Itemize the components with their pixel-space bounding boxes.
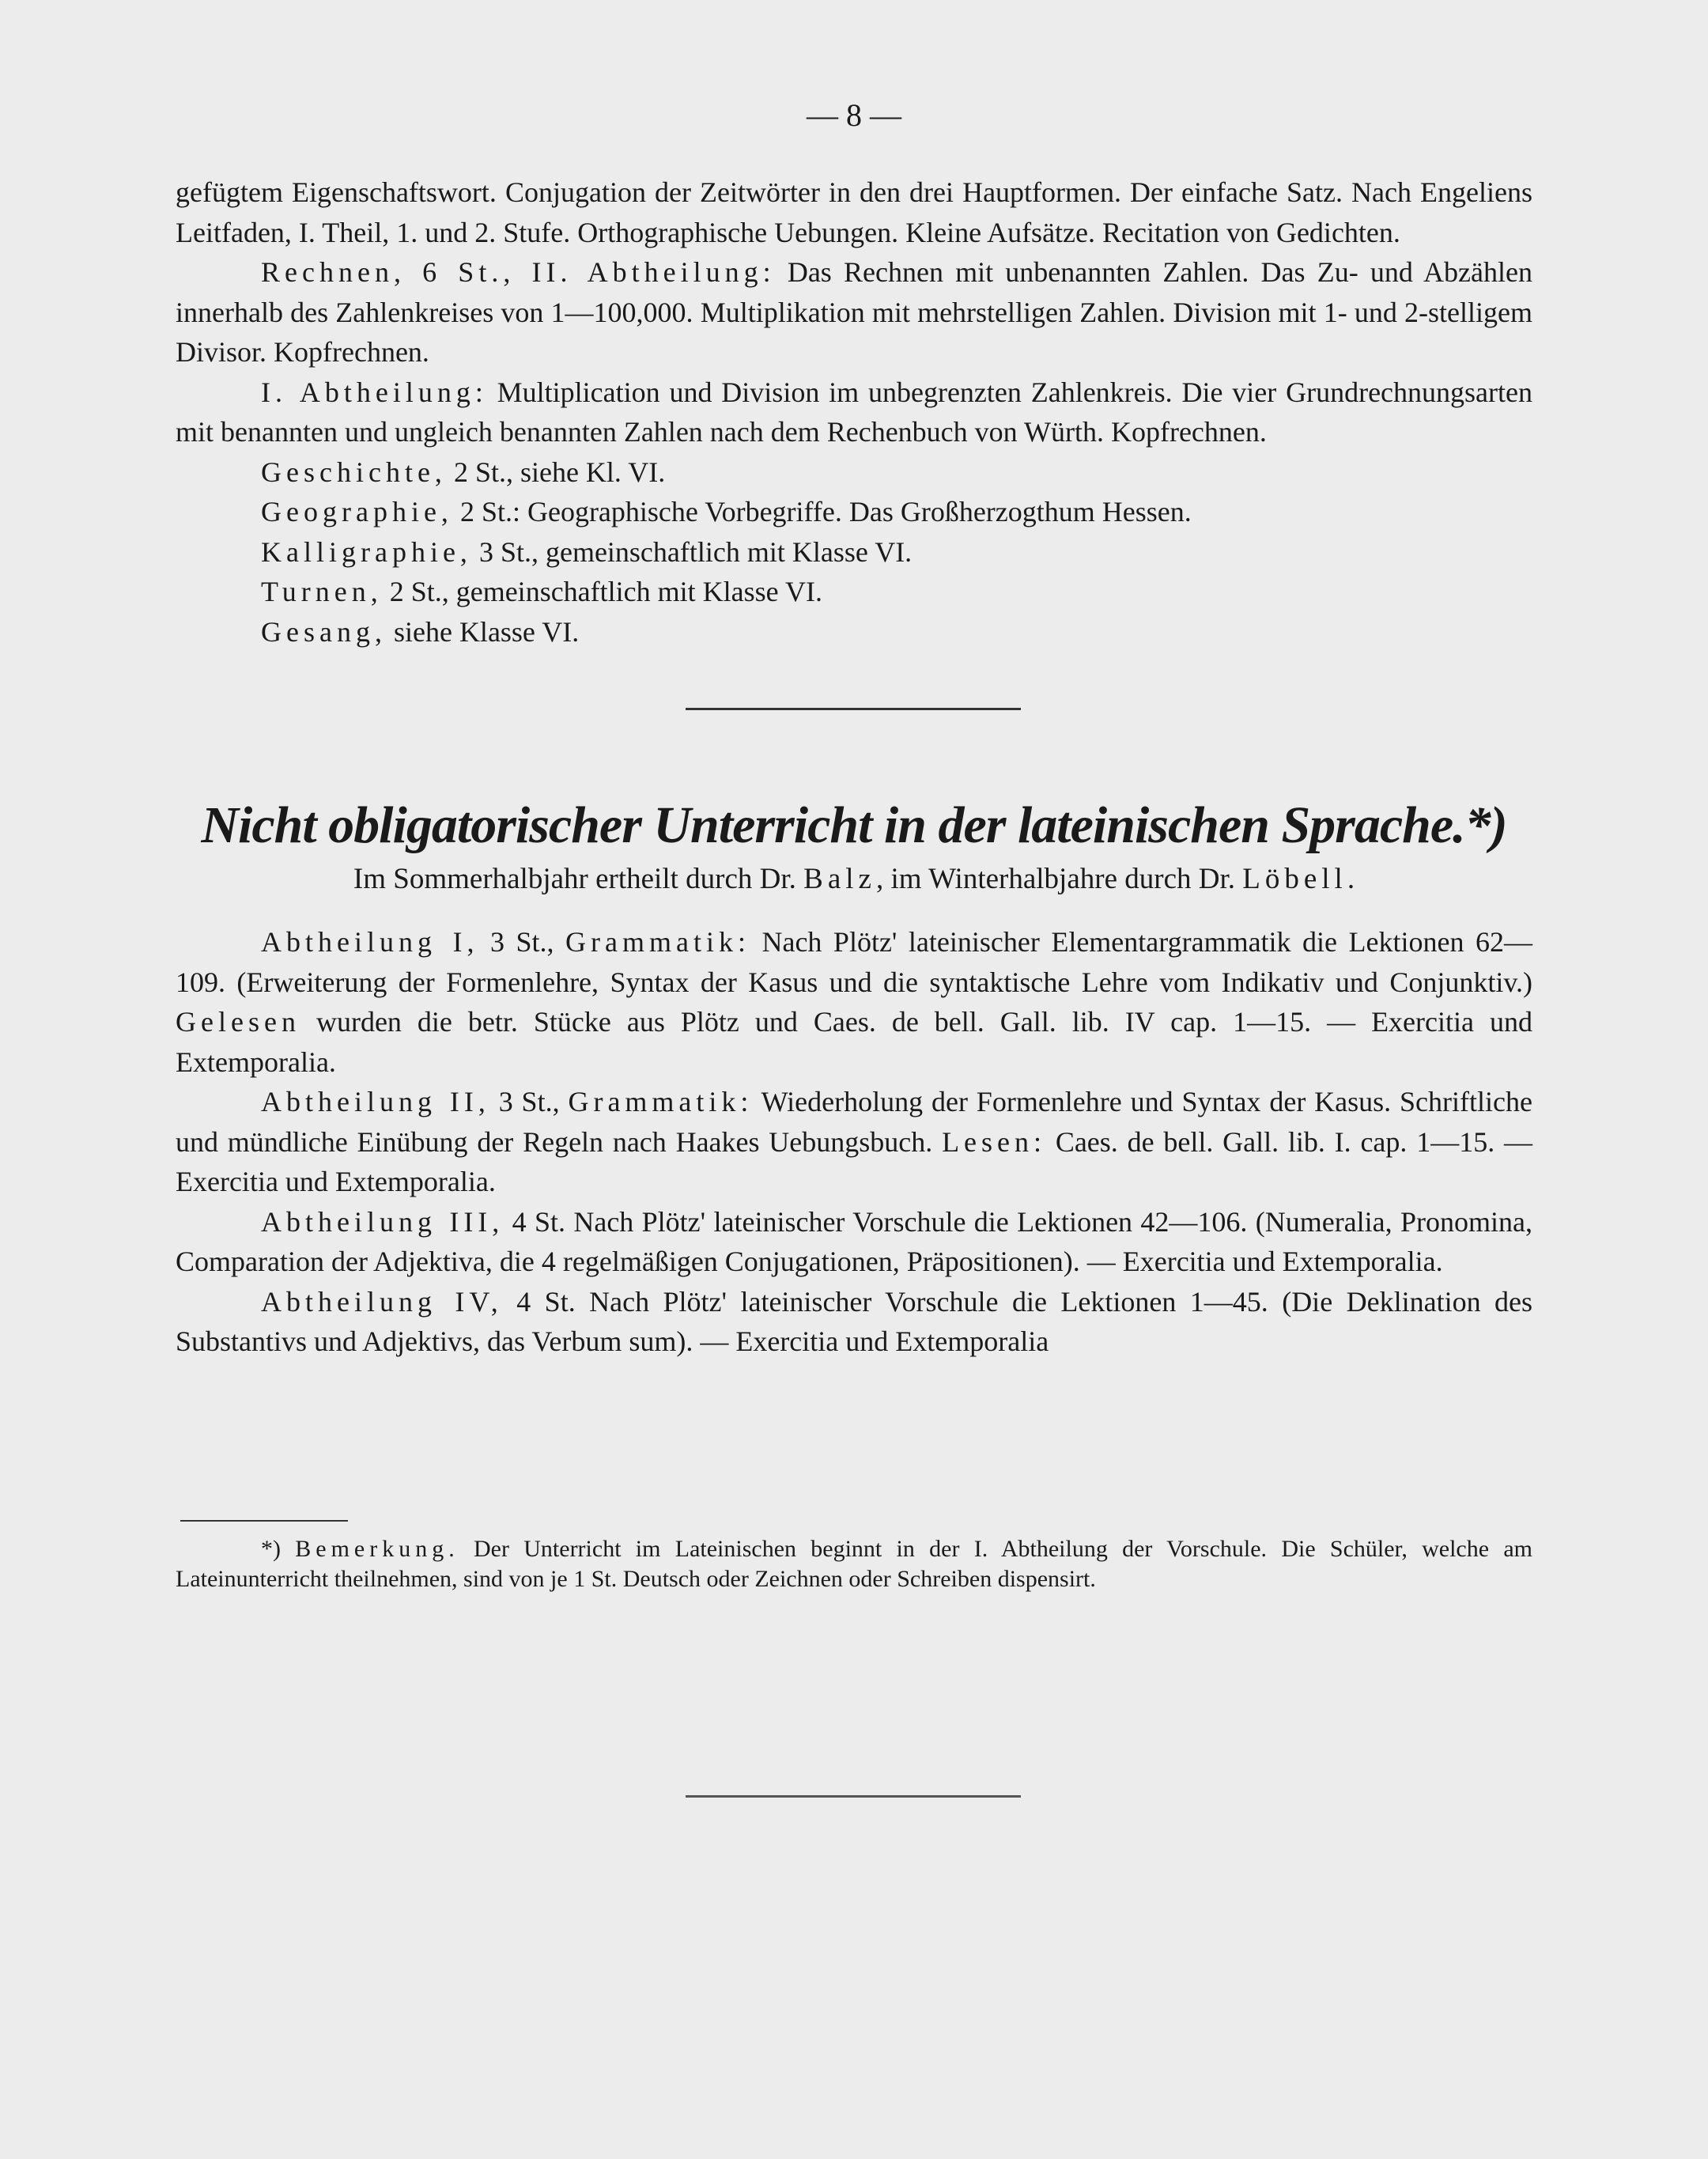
- subject-label: Rechnen, 6 St., II. Abtheilung:: [261, 256, 776, 288]
- paragraph-german: gefügtem Eigenschaftswort. Conjugation der Zeitwörter in den drei Hauptformen. Der einfache Satz. Nach Engeliens Leitfaden, I. Theil, 1. und 2. Stufe. Orthographische Uebungen. Kleine Aufsätze. Recitation von Gedichten.: [176, 176, 1532, 248]
- paragraph-geschichte: [176, 452, 1532, 493]
- paragraph-text: 4 St. Nach Plötz' lateinischer Vorschule die Lektionen 42—106. (Numeralia, Pronomina, Comparation der Adjektiva, die 4 regelmäßigen Conjugationen, Präpositionen). — Exercitia und Extemporalia.: [176, 1205, 1532, 1277]
- subject-label: Lesen:: [942, 1125, 1047, 1158]
- paragraph-text: Wiederholung der Formenlehre und Syntax der Kasus. Schriftliche und mündliche Einübung der Regeln nach Haakes Uebungsbuch.: [176, 1086, 1532, 1158]
- paragraph-abtheilung-1: [176, 372, 1532, 452]
- subject-label: Gesang,: [261, 615, 387, 648]
- paragraph-latin-abt-3: [176, 1202, 1532, 1282]
- paragraph-text: Der Unterricht im Lateinischen beginnt in der I. Abtheilung der Vorschule. Die Schüler, welche am Lateinunterricht theilnehmen, sind von je 1 St. Deutsch oder Zeichnen oder Schreiben dispensirt.: [176, 1536, 1532, 1592]
- paragraph-text: Das Rechnen mit unbenannten Zahlen. Das Zu- und Abzählen innerhalb des Zahlenkreises von 1—100,000. Multiplikation mit mehrstelligen Zahlen. Division mit 1- und 2-stelligem Divisor. Kopfrechnen.: [176, 256, 1532, 368]
- paragraph-text: 3 St.,: [489, 1086, 569, 1117]
- subject-label: Abtheilung IV,: [261, 1285, 503, 1318]
- paragraph-kalligraphie: [176, 532, 1532, 573]
- teacher-name: Balz: [803, 863, 876, 895]
- subheading-text: , im Winterhalbjahre durch Dr.: [875, 863, 1243, 895]
- paragraph-text: Multiplication und Division im unbegrenzten Zahlenkreis. Die vier Grundrechnungsarten mit benannten und ungleich benannten Zahlen nach dem Rechenbuch von Würth. Kopfrechnen.: [176, 376, 1532, 448]
- footnote: [176, 1534, 1532, 1594]
- paragraph-text: 2 St.: Geographische Vorbegriffe. Das Großherzogthum Hessen.: [452, 496, 1192, 527]
- paragraph-text: 2 St., siehe Kl. VI.: [446, 456, 666, 488]
- paragraph-latin-abt-1: [176, 922, 1532, 1082]
- footnote-text: [176, 1534, 1532, 1594]
- section-heading: Nicht obligatorischer Unterricht in der lateinischen Sprache.*): [201, 796, 1507, 854]
- paragraph-turnen: [176, 572, 1532, 612]
- subject-label: Geschichte,: [261, 456, 447, 488]
- teacher-name: Löbell: [1242, 863, 1347, 895]
- subheading-text: Im Sommerhalbjahr ertheilt durch Dr.: [353, 863, 804, 895]
- paragraph-text: wurden die betr. Stücke aus Plötz und Caes. de bell. Gall. lib. IV cap. 1—15. — Exercitia und Extemporalia.: [176, 1006, 1532, 1078]
- subject-label: Geographie,: [261, 496, 453, 527]
- page-number: — 8 —: [807, 97, 901, 133]
- paragraph-text: 3 St., gemeinschaftlich mit Klasse VI.: [471, 535, 913, 568]
- subject-label: Kalligraphie,: [261, 535, 472, 568]
- subject-label: Turnen,: [261, 576, 383, 607]
- paragraph-text: Nach Plötz' lateinischer Elementargrammatik die Lektionen 62—109. (Erweiterung der Formenlehre, Syntax der Kasus und die syntaktische Lehre vom Indikativ und Conjunktiv.): [176, 926, 1532, 998]
- latin-curriculum: [176, 922, 1532, 1362]
- paragraph-text: Caes. de bell. Gall. lib. I. cap. 1—15. — Exercitia und Extemporalia.: [176, 1125, 1532, 1197]
- paragraph-geographie: [176, 492, 1532, 532]
- section-subheading: [176, 862, 1532, 896]
- subject-label: Grammatik:: [565, 926, 750, 958]
- paragraph-text: 2 St., gemeinschaftlich mit Klasse VI.: [382, 576, 822, 607]
- paragraph-gesang: [176, 612, 1532, 652]
- paragraph-text: 4 St. Nach Plötz' lateinischer Vorschule die Lektionen 1—45. (Die Deklination des Substantivs und Adjektivs, das Verbum sum). — Exercitia und Extemporalia: [176, 1285, 1533, 1357]
- paragraph-text: siehe Klasse VI.: [386, 615, 580, 648]
- section-divider: [686, 1795, 1021, 1798]
- paragraph-latin-abt-2: [176, 1082, 1532, 1202]
- subject-label: Abtheilung II,: [261, 1086, 490, 1117]
- section-divider: [686, 708, 1021, 710]
- footnote-divider: [180, 1520, 348, 1522]
- footnote-marker: *): [261, 1536, 296, 1562]
- paragraph-rechnen: [176, 252, 1532, 372]
- paragraph-text: 3 St.,: [478, 926, 566, 958]
- subject-label: Gelesen: [176, 1006, 300, 1038]
- section-class-curriculum: [176, 172, 1532, 652]
- subject-label: Abtheilung III,: [261, 1205, 504, 1238]
- paragraph-latin-abt-4: [176, 1282, 1532, 1362]
- subject-label: Grammatik:: [568, 1086, 754, 1117]
- subheading-text: .: [1347, 863, 1355, 895]
- subject-label: Abtheilung I,: [261, 926, 479, 958]
- footnote-label: Bemerkung.: [295, 1536, 459, 1562]
- subject-label: I. Abtheilung:: [261, 376, 488, 408]
